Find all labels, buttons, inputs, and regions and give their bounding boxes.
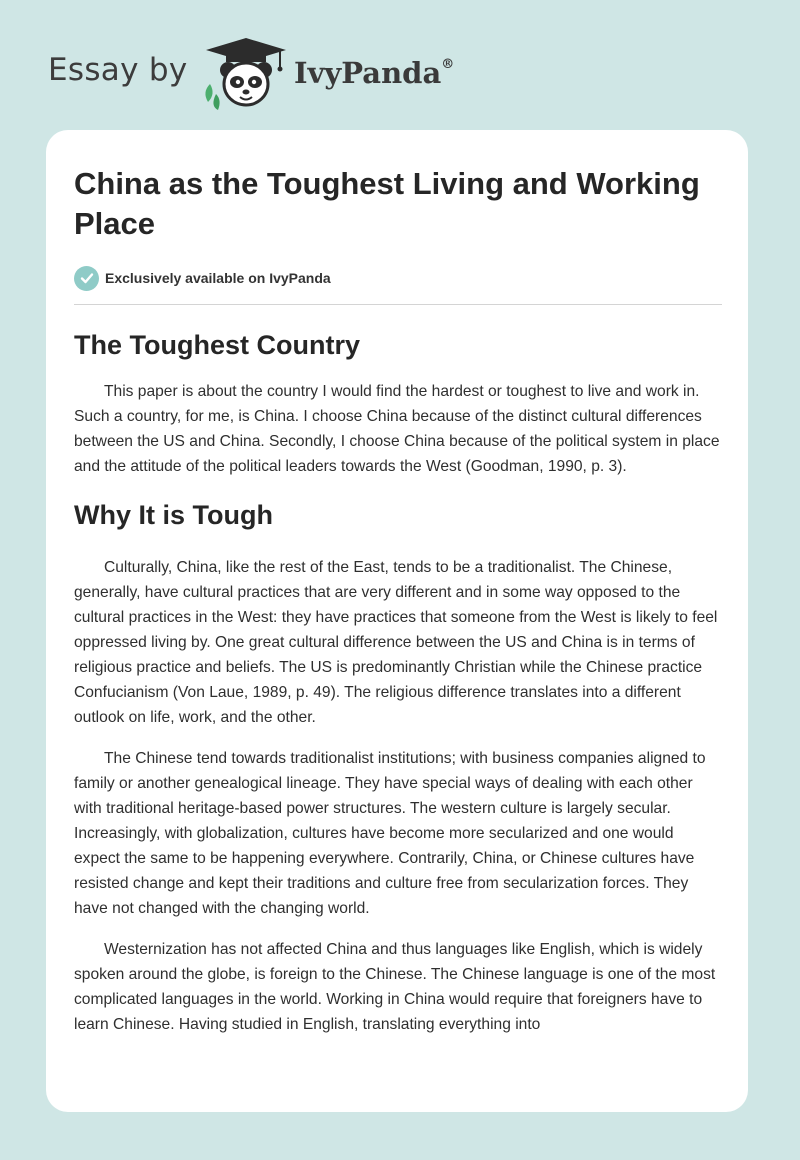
essay-card [46, 130, 748, 1112]
site-header [48, 30, 548, 110]
paragraph: The Chinese tend towards traditionalist institutions; with business companies aligned to family or another genealogical lineage. They have special ways of dealing with each other with traditional heritage-based power structures. The western culture is largely secular. Increasingly, with globalization, cultures have become more secularized and one would expect the same to be happening everywhere. Contrarily, China, or Chinese cultures have resisted change and kept their traditions and culture free from secularization forces. They have not changed with the changing world. [74, 750, 706, 917]
paragraph: Culturally, China, like the rest of the East, tends to be a traditionalist. The Chinese, generally, have cultural practices that are very different and in some way opposed to the cultural practices in the West: they have practices that someone from the West is likely to feel oppressed living by. One great cultural difference between the US and China is in terms of religious practice and beliefs. The US is predominantly Christian while the Chinese practice Confucianism (Von Laue, 1989, p. 49). The religious difference translates into a different outlook on life, work, and the other. [74, 559, 718, 726]
ivypanda-panda-logo-icon [200, 36, 292, 110]
checkmark-icon [74, 266, 99, 291]
paragraph: Westernization has not affected China and thus languages like English, which is widely spoken around the globe, is foreign to the Chinese. The Chinese language is one of the most complicated languages in the world. Working in China would require that foreigners have to learn Chinese. Having studied in English, translating everything into [74, 941, 716, 1033]
exclusive-badge-text: Exclusively available on IvyPanda [105, 270, 331, 286]
essay-by-label: Essay by [48, 52, 188, 88]
registered-mark: ® [441, 57, 455, 73]
section-heading: Why It is Tough [74, 500, 273, 530]
ivypanda-brand-name: IvyPanda® [294, 56, 455, 90]
essay-title: China as the Toughest Living and Working Place [74, 166, 700, 241]
divider [74, 304, 722, 305]
paragraph: This paper is about the country I would find the hardest or toughest to live and work in. Such a country, for me, is China. I choose China because of the distinct cultural differences between the US and China. Secondly, I choose China because of the political system in place and the attitude of the political leaders towards the West (Goodman, 1990, p. 3). [74, 383, 720, 475]
exclusive-badge [74, 264, 722, 292]
section-heading: The Toughest Country [74, 330, 360, 360]
